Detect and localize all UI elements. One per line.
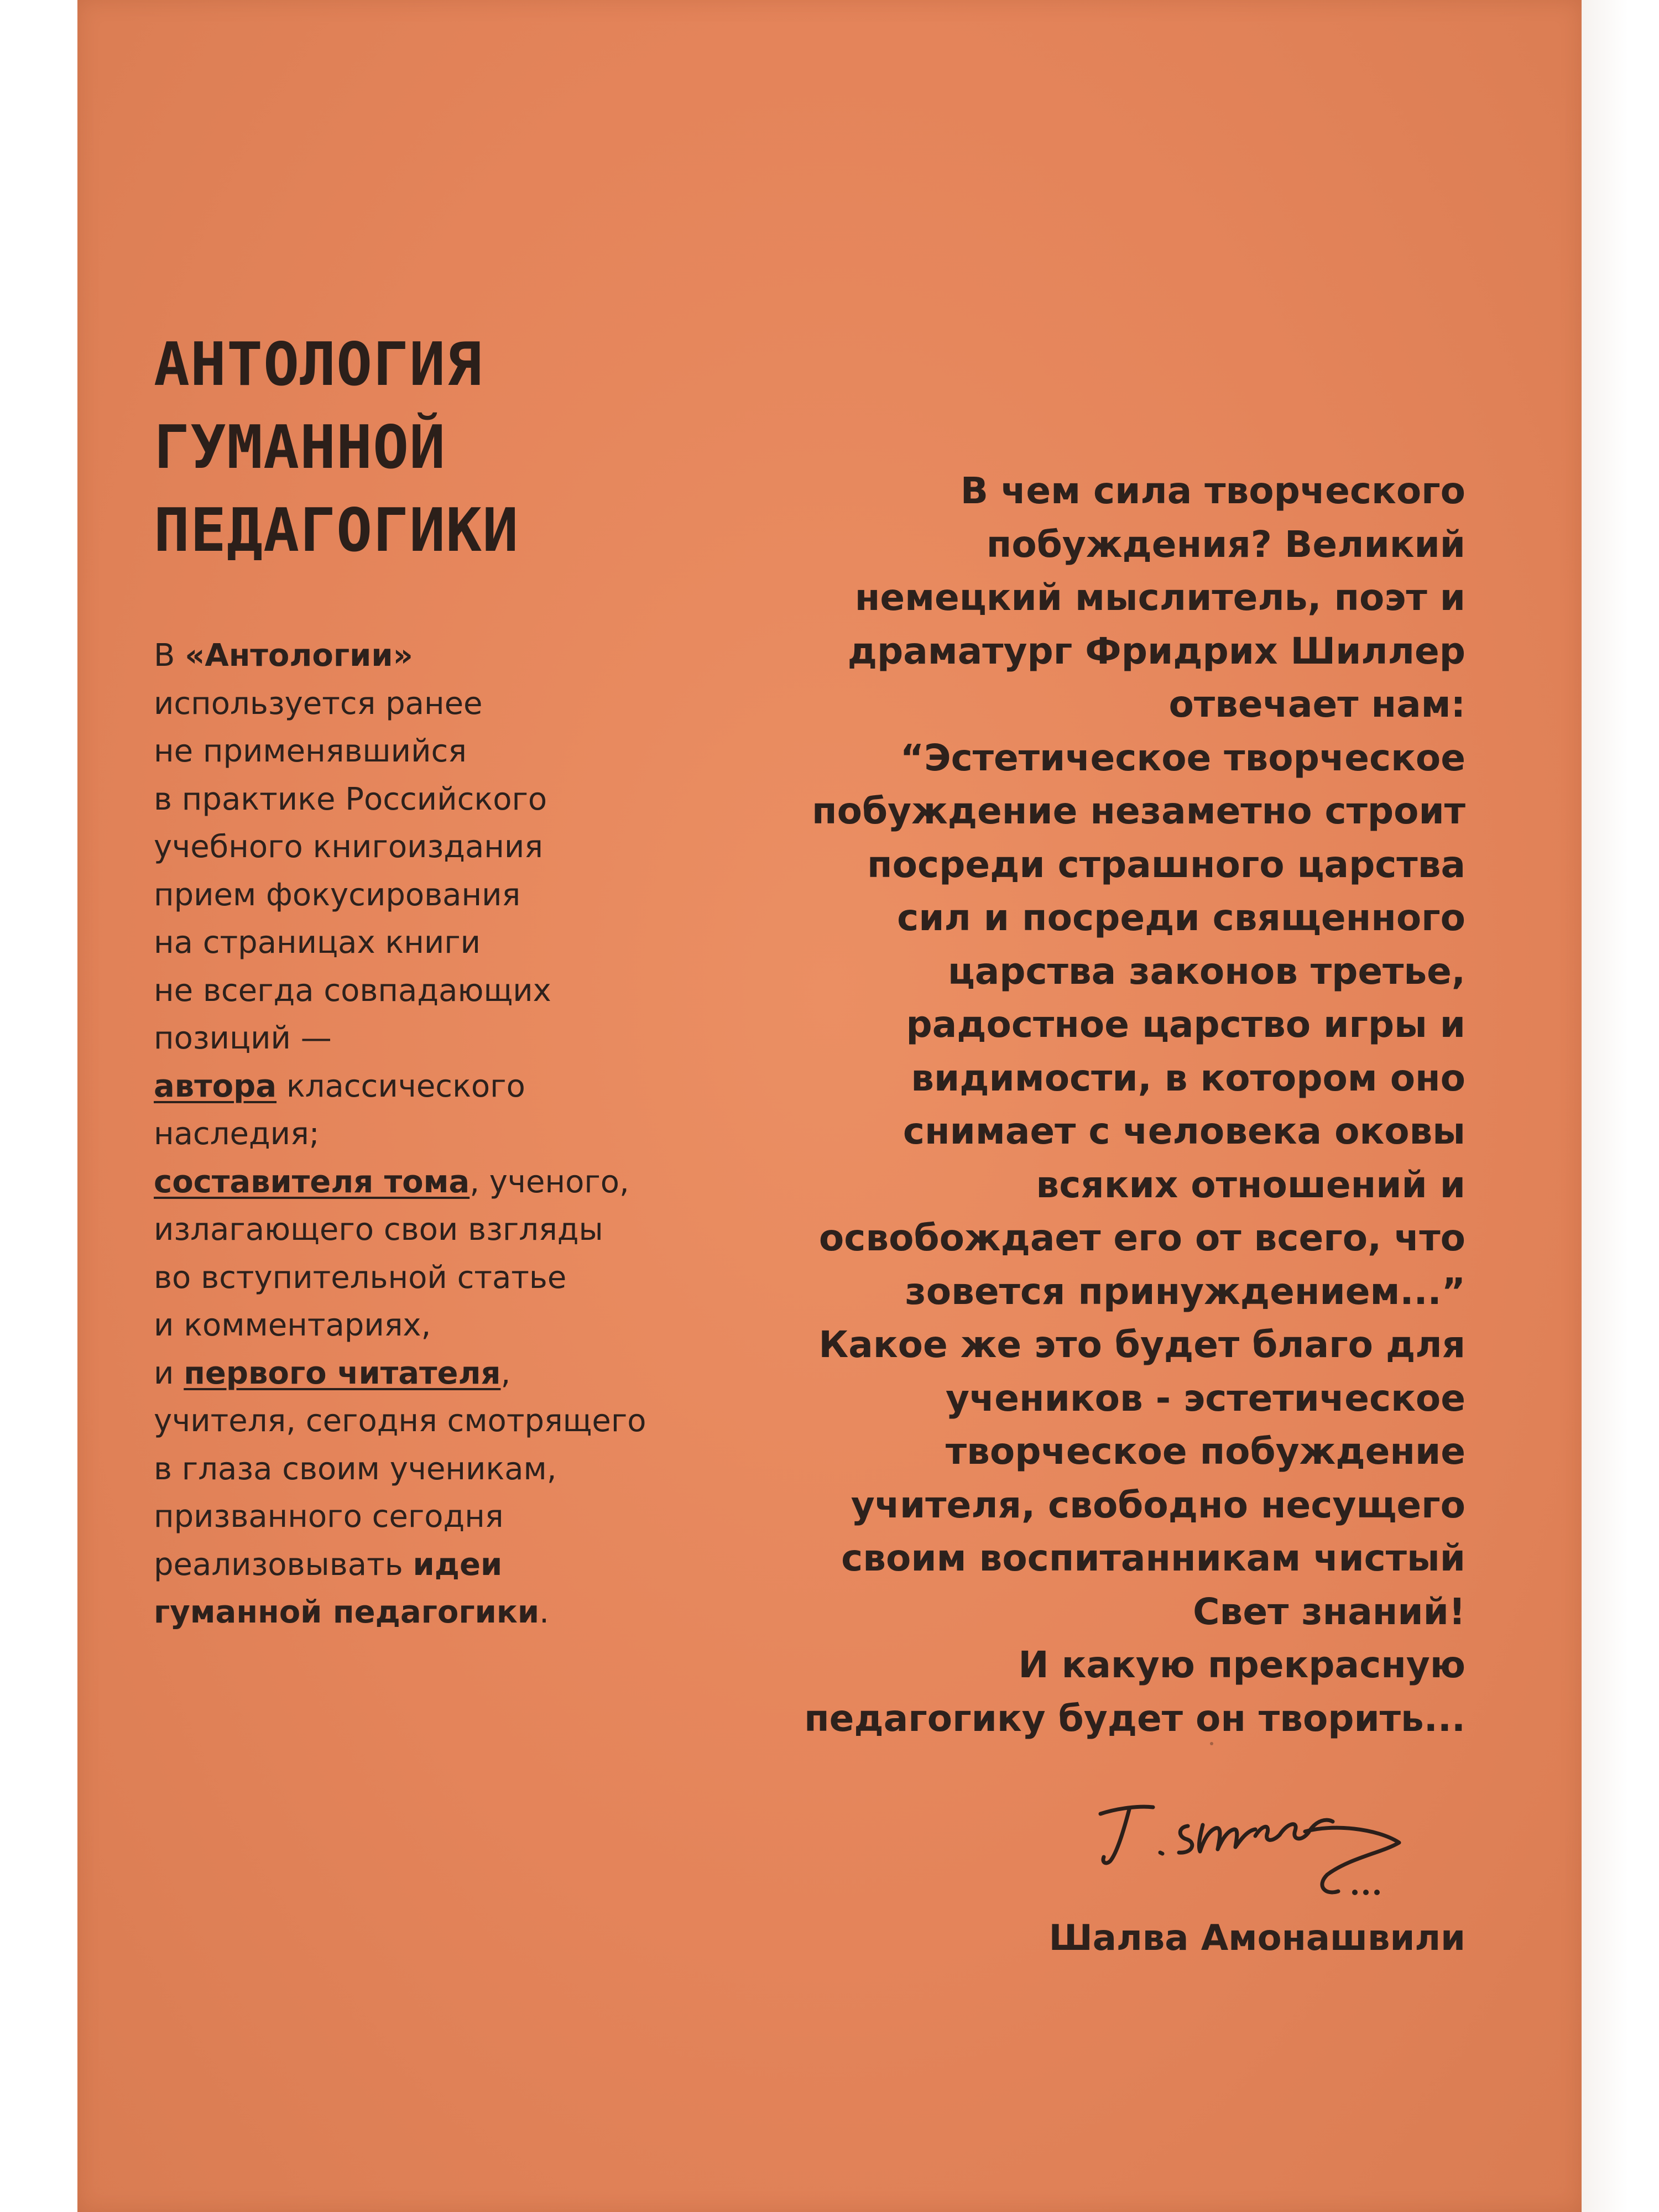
title-line: ГУМАННОЙ xyxy=(154,413,446,482)
emphasis-compiler: составителя тома xyxy=(154,1164,470,1200)
text-line: во вступительной статье xyxy=(154,1259,567,1296)
quote-line: “Эстетическое творческое xyxy=(900,736,1465,779)
emphasis-author: автора xyxy=(154,1068,277,1104)
quote-line: снимает с человека оковы xyxy=(902,1110,1465,1152)
text-line xyxy=(154,1541,707,1589)
text-run: В xyxy=(154,638,185,674)
text-line xyxy=(154,1159,707,1207)
emphasis-ideas: идеи xyxy=(413,1546,503,1583)
quote-line: видимости, в котором оно xyxy=(911,1056,1465,1099)
text-line: в глаза своим ученикам, xyxy=(154,1451,557,1487)
quote-line: Свет знаний! xyxy=(1193,1590,1465,1633)
title-line: АНТОЛОГИЯ xyxy=(154,330,483,399)
quote-line: учителя, свободно несущего xyxy=(851,1483,1465,1526)
text-run: и xyxy=(154,1355,184,1391)
quote-line: творческое побуждение xyxy=(945,1430,1465,1473)
title-line: ПЕДАГОГИКИ xyxy=(154,496,519,565)
text-line xyxy=(154,1063,707,1111)
quote-line: сил и посреди священного xyxy=(897,896,1465,939)
description-paragraph xyxy=(154,632,707,1637)
emphasis-anthology: «Антологии» xyxy=(185,638,413,674)
quote-line: немецкий мыслитель, поэт и xyxy=(854,576,1465,619)
quote-line: всяких отношений и xyxy=(1036,1163,1465,1206)
quote-line: учеников - эстетическое xyxy=(945,1376,1465,1420)
quote-line: педагогику будет он творить... xyxy=(804,1697,1465,1740)
author-name: Шалва Амонашвили xyxy=(1048,1918,1465,1959)
scan-margin xyxy=(1582,0,1659,2212)
text-line xyxy=(154,1350,707,1398)
text-line xyxy=(154,1589,707,1637)
text-line: используется ранее xyxy=(154,685,483,722)
text-line: излагающего свои взгляды xyxy=(154,1212,603,1248)
quote-line: В чем сила творческого xyxy=(960,469,1465,512)
text-line: прием фокусирования xyxy=(154,877,521,913)
text-run: , ученого, xyxy=(469,1164,629,1200)
quote-line: И какую прекрасную xyxy=(1018,1644,1465,1686)
text-line: учителя, сегодня смотрящего xyxy=(154,1403,646,1439)
text-run: , xyxy=(500,1355,511,1391)
text-line xyxy=(154,632,707,680)
quote-line: своим воспитанникам чистый xyxy=(841,1537,1465,1579)
emphasis-humane-pedagogy: гуманной педагогики xyxy=(154,1594,540,1630)
text-line: учебного книгоиздания xyxy=(154,829,543,865)
text-run: . xyxy=(539,1594,549,1630)
text-line: и комментариях, xyxy=(154,1307,431,1343)
quote-line: побуждения? Великий xyxy=(986,523,1465,566)
quote-line: радостное царство игры и xyxy=(906,1003,1465,1046)
quote-line: драматург Фридрих Шиллер xyxy=(847,629,1465,672)
quote-line: побуждение незаметно строит xyxy=(812,790,1465,832)
quote-line: посреди страшного царства xyxy=(867,843,1465,886)
quote-paragraph xyxy=(763,465,1465,1745)
book-title xyxy=(154,324,519,572)
quote-line: зовется принуждением...” xyxy=(905,1270,1465,1313)
text-line: не всегда совпадающих xyxy=(154,972,551,1009)
text-line: позиций — xyxy=(154,1020,332,1056)
text-run: классического xyxy=(276,1068,525,1104)
handwritten-signature xyxy=(1089,1792,1432,1908)
quote-line: Какое же это будет благо для xyxy=(818,1323,1465,1366)
text-line: не применявшийся xyxy=(154,733,467,769)
quote-line: отвечает нам: xyxy=(1168,683,1465,726)
quote-line: царства законов третье, xyxy=(947,950,1465,993)
text-run: реализовывать xyxy=(154,1546,413,1583)
quote-line: освобождает его от всего, что xyxy=(818,1217,1465,1259)
print-speck xyxy=(1210,1742,1213,1745)
text-line: призванного сегодня xyxy=(154,1499,504,1535)
emphasis-first-reader: первого читателя xyxy=(184,1355,501,1391)
text-line: на страницах книги xyxy=(154,925,481,961)
text-line: в практике Российского xyxy=(154,781,547,817)
text-line: наследия; xyxy=(154,1116,320,1152)
